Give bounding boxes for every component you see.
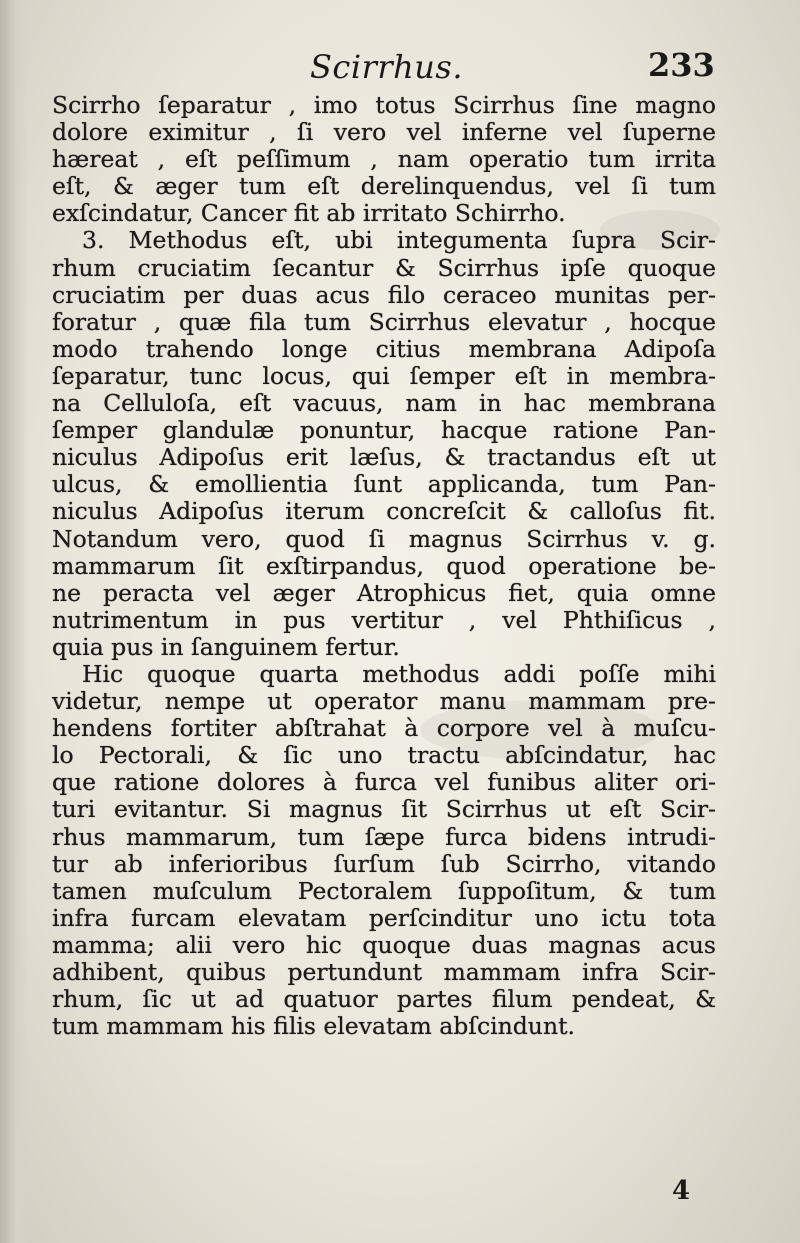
text-line: na Celluloſa, eſt vacuus, nam in hac membrana [52, 389, 716, 418]
text-line: exſcindatur, Cancer fit ab irritato Schirrho. [52, 199, 566, 228]
text-line: mamma; alii vero hic quoque duas magnas acus [52, 930, 716, 959]
text-line: Notandum vero, quod ſi magnus Scirrhus v. g. [52, 524, 716, 553]
text-line: hæreat , eſt peſſimum , nam operatio tum irrita [52, 145, 716, 174]
text-line: hendens fortiter abſtrahat à corpore vel à muſcu- [52, 714, 716, 743]
text-line: dolore eximitur , ſi vero vel inferne vel ſuperne [52, 118, 716, 147]
text-line: tum mammam his filis elevatam abſcindunt. [52, 1012, 575, 1041]
text-line: lo Pectorali, & ſic uno tractu abſcindatur, hac [52, 741, 716, 770]
text-line: eſt, & æger tum eſt derelinquendus, vel ſi tum [52, 172, 716, 201]
text-line: rhus mammarum, tum ſæpe furca bidens intrudi- [52, 822, 716, 851]
page-gutter-shadow [0, 0, 28, 1243]
text-line: rhum cruciatim ſecantur & Scirrhus ipſe quoque [52, 253, 716, 282]
text-line: quia pus in ſanguinem fertur. [52, 632, 400, 661]
text-line: tur ab inferioribus ſurſum ſub Scirrho, vitando [52, 849, 716, 878]
page-number: 233 [648, 46, 715, 84]
text-line: ne peracta vel æger Atrophicus fiet, quia omne [52, 578, 716, 607]
text-line: ſemper glandulæ ponuntur, hacque ratione Pan- [52, 416, 716, 445]
text-line: adhibent, quibus pertundunt mammam infra Scir- [52, 958, 716, 986]
text-line: Hic quoque quarta methodus addi poſſe mihi [82, 659, 716, 688]
text-line: modo trahendo longe citius membrana Adipoſa [52, 334, 716, 363]
text-line: cruciatim per duas acus filo ceraceo munitas per- [52, 280, 716, 309]
text-line: turi evitantur. Si magnus ſit Scirrhus ut eſt Scir- [52, 795, 716, 824]
text-line: Scirrho ſeparatur , imo totus Scirrhus ſine magno [52, 91, 716, 119]
text-line: nutrimentum in pus vertitur , vel Phthiſicus , [52, 605, 716, 634]
body-text [52, 92, 716, 1040]
text-line: que ratione dolores à furca vel funibus aliter ori- [52, 768, 716, 797]
text-line: niculus Adipoſus erit læſus, & tractandus eſt ut [52, 443, 716, 472]
text-line: rhum, ſic ut ad quatuor partes filum pendeat, & [52, 985, 716, 1014]
text-line: ulcus, & emollientia ſunt applicanda, tum Pan- [52, 470, 716, 499]
signature-mark: 4 [672, 1176, 691, 1206]
text-line: foratur , quæ fila tum Scirrhus elevatur , hocque [52, 307, 716, 336]
text-line: mammarum ſit exſtirpandus, quod operatione be- [52, 551, 716, 580]
text-line: videtur, nempe ut operator manu mammam pre- [52, 687, 716, 716]
text-line: tamen muſculum Pectoralem ſuppoſitum, & tum [52, 876, 716, 905]
text-line: ſeparatur, tunc locus, qui ſemper eſt in membra- [52, 361, 716, 390]
running-head: Scirrhus. [310, 48, 463, 86]
text-line: 3. Methodus eſt, ubi integumenta ſupra Scir- [82, 226, 716, 255]
text-line: niculus Adipoſus iterum concreſcit & calloſus fit. [52, 497, 716, 526]
text-line: infra furcam elevatam perſcinditur uno ictu tota [52, 903, 716, 932]
